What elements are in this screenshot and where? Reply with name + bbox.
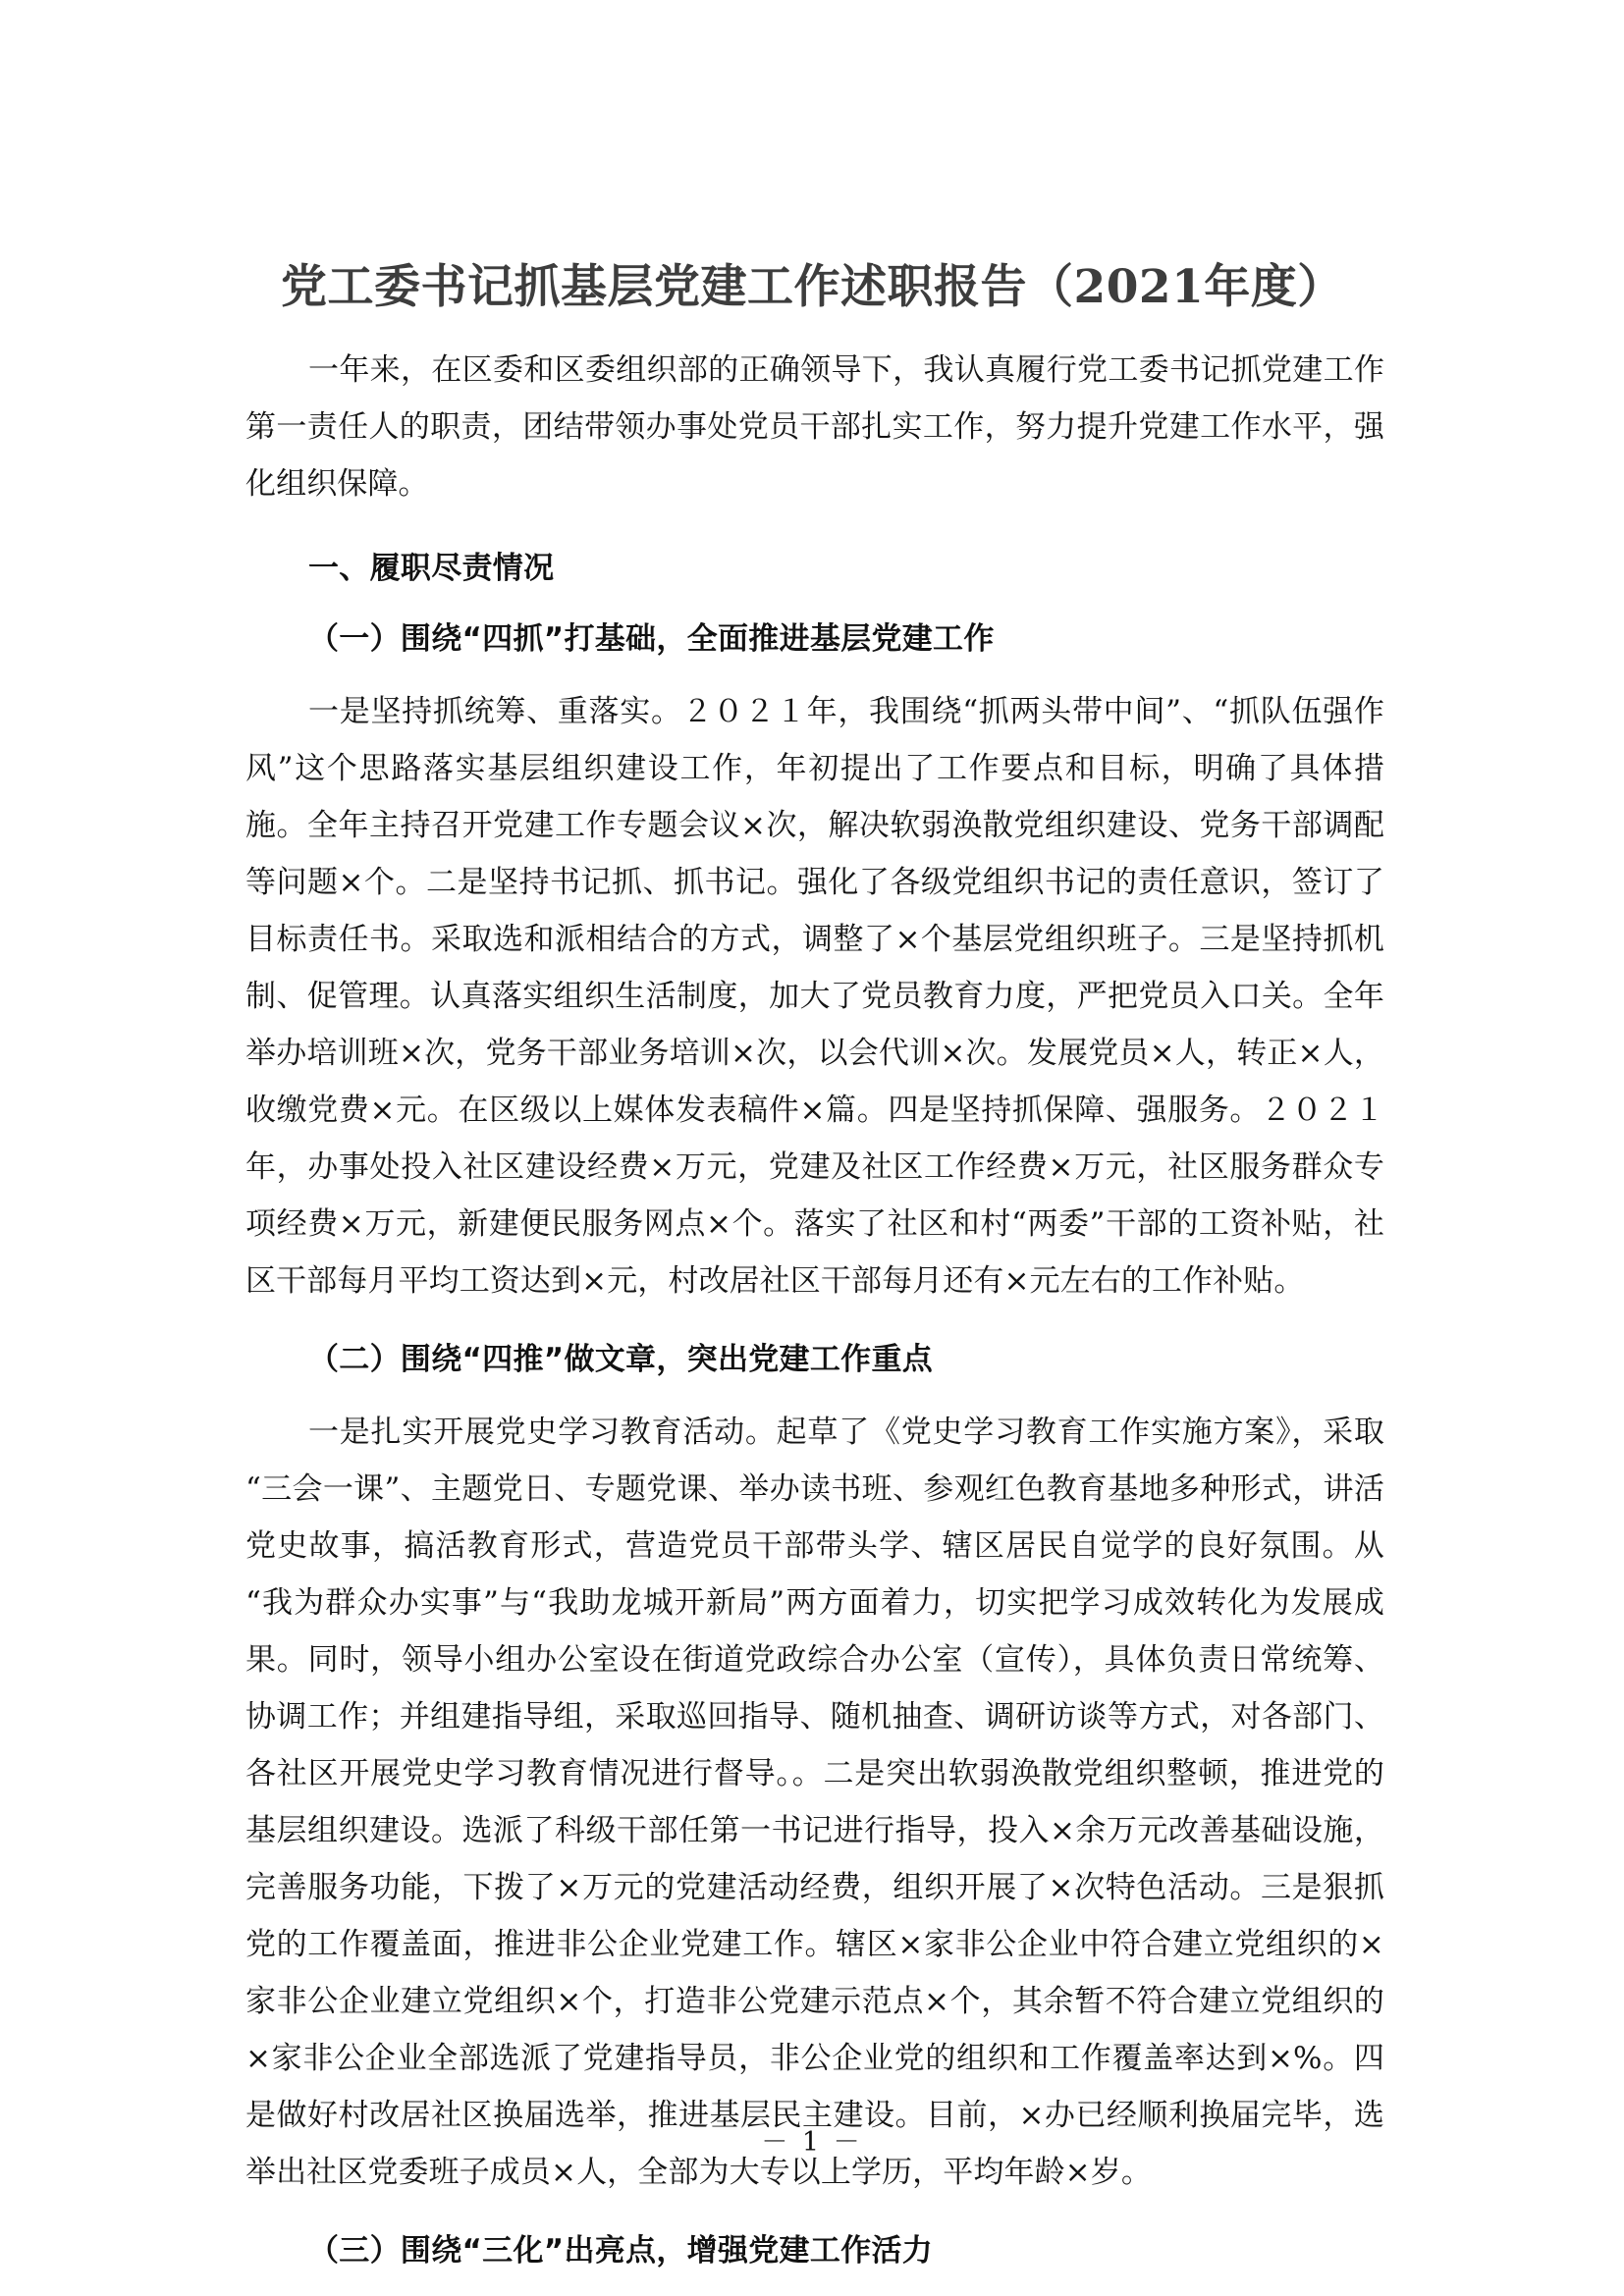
subsection-heading-2: （二）围绕“四推”做文章，突出党建工作重点 [308, 1342, 934, 1377]
subsection-heading-3: （三）围绕“三化”出亮点，增强党建工作活力 [308, 2233, 934, 2269]
section-heading-1: 一、履职尽责情况 [308, 551, 555, 586]
opening-paragraph: 一年来，在区委和区委组织部的正确领导下，我认真履行党工委书记抓党建工作第一责任人的职责，团结带领办事处党员干部扎实工作，努力提升党建工作水平，强化组织保障。 [245, 352, 1384, 502]
page-content-area [245, 0, 1384, 2281]
page-number-footer: － 1 － [761, 2127, 863, 2158]
subsection-1-body: 一是坚持抓统筹、重落实。２０２１年，我围绕“抓两头带中间”、“抓队伍强作风”这个思路落实基层组织建设工作，年初提出了工作要点和目标，明确了具体措施。全年主持召开党建工作专题会议×次，解决软弱涣散党组织建设、党务干部调配等问题×个。二是坚持书记抓、抓书记。强化了各级党组织书记的责任意识，签订了目标责任书。采取选和派相结合的方式，调整了×个基层党组织班子。三是坚持抓机制、促管理。认真落实组织生活制度，加大了党员教育力度，严把党员入口关。全年举办培训班×次，党务干部业务培训×次，以会代训×次。发展党员×人，转正×人，收缴党费×元。在区级以上媒体发表稿件×篇。四是坚持抓保障、强服务。２０２１年，办事处投入社区建设经费×万元，党建及社区工作经费×万元，社区服务群众专项经费×万元，新建便民服务网点×个。落实了社区和村“两委”干部的工资补贴，社区干部每月平均工资达到×元，村改居社区干部每月还有×元左右的工作补贴。 [245, 694, 1384, 1299]
subsection-heading-1: （一）围绕“四抓”打基础，全面推进基层党建工作 [308, 621, 995, 657]
subsection-2-body: 一是扎实开展党史学习教育活动。起草了《党史学习教育工作实施方案》，采取“三会一课”、主题党日、专题党课、举办读书班、参观红色教育基地多种形式，讲活党史故事，搞活教育形式，营造党员干部带头学、辖区居民自觉学的良好氛围。从“我为群众办实事”与“我助龙城开新局”两方面着力，切实把学习成效转化为发展成果。同时，领导小组办公室设在街道党政综合办公室（宣传），具体负责日常统筹、协调工作；并组建指导组，采取巡回指导、随机抽查、调研访谈等方式，对各部门、各社区开展党史学习教育情况进行督导。。二是突出软弱涣散党组织整顿，推进党的基层组织建设。选派了科级干部任第一书记进行指导，投入×余万元改善基础设施，完善服务功能，下拨了×万元的党建活动经费，组织开展了×次特色活动。三是狠抓党的工作覆盖面，推进非公企业党建工作。辖区×家非公企业中符合建立党组织的×家非公企业建立党组织×个，打造非公党建示范点×个，其余暂不符合建立党组织的×家非公企业全部选派了党建指导员，非公企业党的组织和工作覆盖率达到×%。四是做好村改居社区换届选举，推进基层民主建设。目前，×办已经顺利换届完毕，选举出社区党委班子成员×人，全部为大专以上学历，平均年龄×岁。 [245, 1415, 1384, 2190]
page-title: 党工委书记抓基层党建工作述职报告（2021年度） [281, 260, 1344, 314]
